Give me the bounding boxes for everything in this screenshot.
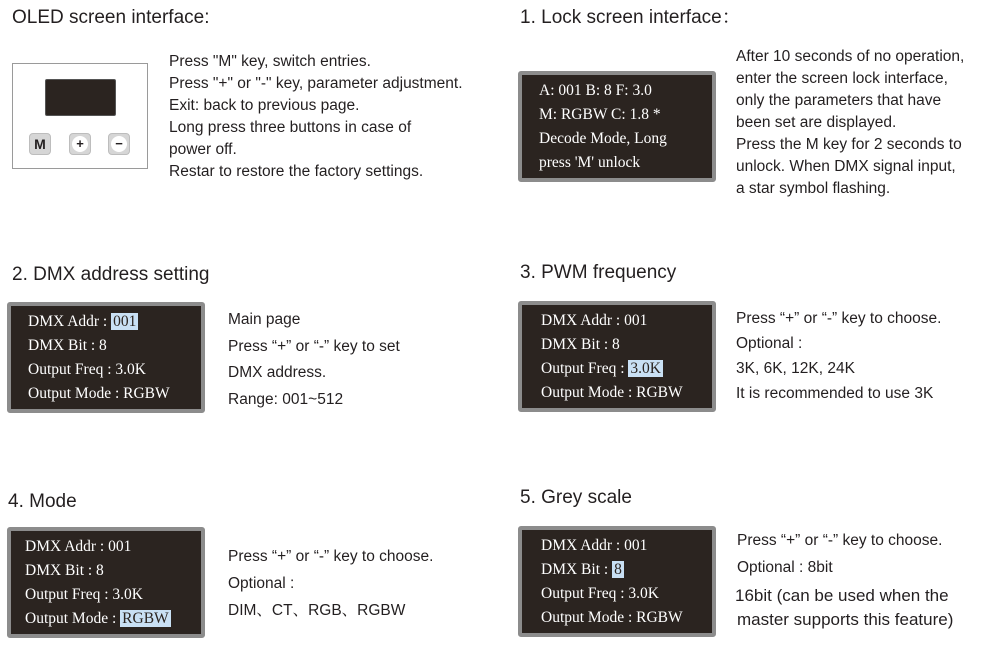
oled-description: Press "M" key, switch entries. Press "+" or "-" key, parameter adjustment. Exit: back to previous page. Long press three buttons in case of power off. Restar to restore the factory settings. bbox=[169, 53, 463, 180]
plus-icon: + bbox=[72, 136, 88, 152]
mode-mode-row: Output Mode : RGBW bbox=[25, 610, 169, 627]
dmx-title: 2. DMX address setting bbox=[12, 264, 210, 285]
controller-device bbox=[12, 63, 148, 169]
pwm-bit-row: DMX Bit : 8 bbox=[541, 336, 620, 353]
mode-title: 4. Mode bbox=[8, 491, 77, 512]
pwm-freq-value-highlight: 3.0K bbox=[630, 360, 661, 377]
lock-line-1: A: 001 B: 8 F: 3.0 bbox=[539, 82, 652, 99]
grey-freq-row: Output Freq : 3.0K bbox=[541, 585, 659, 602]
lock-title: 1. Lock screen interface： bbox=[520, 7, 741, 28]
grey-screen-display bbox=[518, 526, 716, 637]
grey-desc-line-3: 16bit (can be used when the bbox=[735, 586, 949, 605]
dmx-addr-row: DMX Addr : 001 bbox=[28, 313, 137, 330]
lock-line-2: M: RGBW C: 1.8 * bbox=[539, 106, 661, 123]
grey-mode-row: Output Mode : RGBW bbox=[541, 609, 683, 626]
grey-bit-value-highlight: 8 bbox=[614, 561, 622, 578]
dmx-description: Main page Press “+” or “-” key to set DMX address. Range: 001~512 bbox=[228, 311, 400, 408]
lock-screen-display bbox=[518, 71, 716, 182]
lock-description: After 10 seconds of no operation, enter the screen lock interface, only the parameters that have been set are displayed. Press the M key for 2 seconds to unlock. When DMX signal input, a star symbol flashing. bbox=[736, 48, 965, 197]
pwm-mode-row: Output Mode : RGBW bbox=[541, 384, 683, 401]
lock-line-3: Decode Mode, Long bbox=[539, 130, 667, 147]
grey-addr-row: DMX Addr : 001 bbox=[541, 537, 648, 554]
pwm-freq-row: Output Freq : 3.0K bbox=[541, 360, 661, 377]
pwm-screen-display bbox=[518, 301, 716, 412]
dmx-mode-row: Output Mode : RGBW bbox=[28, 385, 170, 402]
pwm-title: 3. PWM frequency bbox=[520, 262, 677, 283]
mode-screen-display bbox=[7, 527, 205, 638]
grey-desc-line-4: master supports this feature) bbox=[737, 610, 954, 629]
mode-value-highlight: RGBW bbox=[122, 610, 169, 627]
pwm-addr-row: DMX Addr : 001 bbox=[541, 312, 648, 329]
m-button[interactable]: M bbox=[29, 133, 51, 155]
mode-bit-row: DMX Bit : 8 bbox=[25, 562, 104, 579]
dmx-addr-value-highlight: 001 bbox=[113, 313, 137, 330]
grey-desc-line-2: Optional : 8bit bbox=[737, 559, 833, 576]
dmx-freq-row: Output Freq : 3.0K bbox=[28, 361, 146, 378]
pwm-description: Press “+” or “-” key to choose. Optional : 3K, 6K, 12K, 24K It is recommended to use 3K bbox=[736, 310, 942, 402]
grey-desc-line-1: Press “+” or “-” key to choose. bbox=[737, 532, 943, 549]
mode-freq-row: Output Freq : 3.0K bbox=[25, 586, 143, 603]
device-oled-screen bbox=[45, 79, 116, 116]
plus-button[interactable] bbox=[69, 133, 91, 155]
lock-line-4: press 'M' unlock bbox=[539, 154, 641, 171]
mode-addr-row: DMX Addr : 001 bbox=[25, 538, 132, 555]
grey-bit-row: DMX Bit : 8 bbox=[541, 561, 622, 578]
dmx-screen-display bbox=[7, 302, 205, 413]
minus-icon: − bbox=[111, 136, 127, 152]
minus-button[interactable] bbox=[108, 133, 130, 155]
mode-description: Press “+” or “-” key to choose. Optional : DIM、CT、RGB、RGBW bbox=[228, 548, 434, 619]
grey-title: 5. Grey scale bbox=[520, 487, 632, 508]
oled-title: OLED screen interface: bbox=[12, 7, 210, 28]
dmx-bit-row: DMX Bit : 8 bbox=[28, 337, 107, 354]
